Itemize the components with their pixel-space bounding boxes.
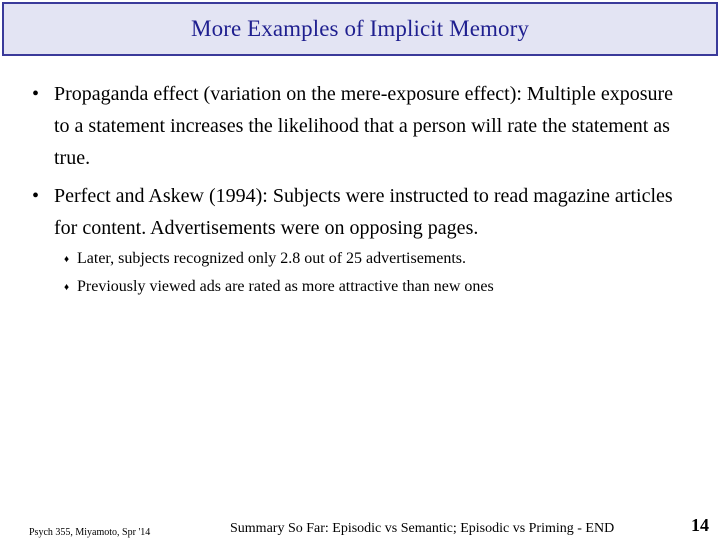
bullet-text: Propaganda effect (variation on the mere-exposure effect): Multiple exposure to a statement increases the likelihood that a person will rate the statement as true. [54, 83, 674, 169]
footer-course-info: Psych 355, Miyamoto, Spr '14 [29, 527, 151, 538]
bullet-perfect-askew [32, 180, 692, 244]
slide-content [32, 78, 692, 302]
bullet-text: Perfect and Askew (1994): Subjects were instructed to read magazine articles for content. Advertisements were on opposing pages. [54, 185, 673, 239]
slide-page-number: 14 [691, 515, 709, 535]
sub-bullet-recognition [64, 246, 692, 274]
bullet-propaganda-effect [32, 78, 692, 174]
sub-bullet-text: Previously viewed ads are rated as more attractive than new ones [77, 278, 494, 295]
diamond-bullet-icon: ♦ [64, 254, 70, 265]
sub-bullet-text: Later, subjects recognized only 2.8 out of 25 advertisements. [77, 250, 467, 267]
title-bar [2, 2, 718, 56]
sub-bullet-list [64, 246, 692, 302]
sub-bullet-attractiveness [64, 274, 692, 302]
diamond-bullet-icon: ♦ [64, 282, 70, 293]
bullet-dot-icon: • [32, 83, 40, 105]
slide-title: More Examples of Implicit Memory [191, 16, 529, 41]
bullet-dot-icon: • [32, 185, 40, 207]
footer-summary-link: Summary So Far: Episodic vs Semantic; Episodic vs Priming - END [230, 521, 615, 536]
